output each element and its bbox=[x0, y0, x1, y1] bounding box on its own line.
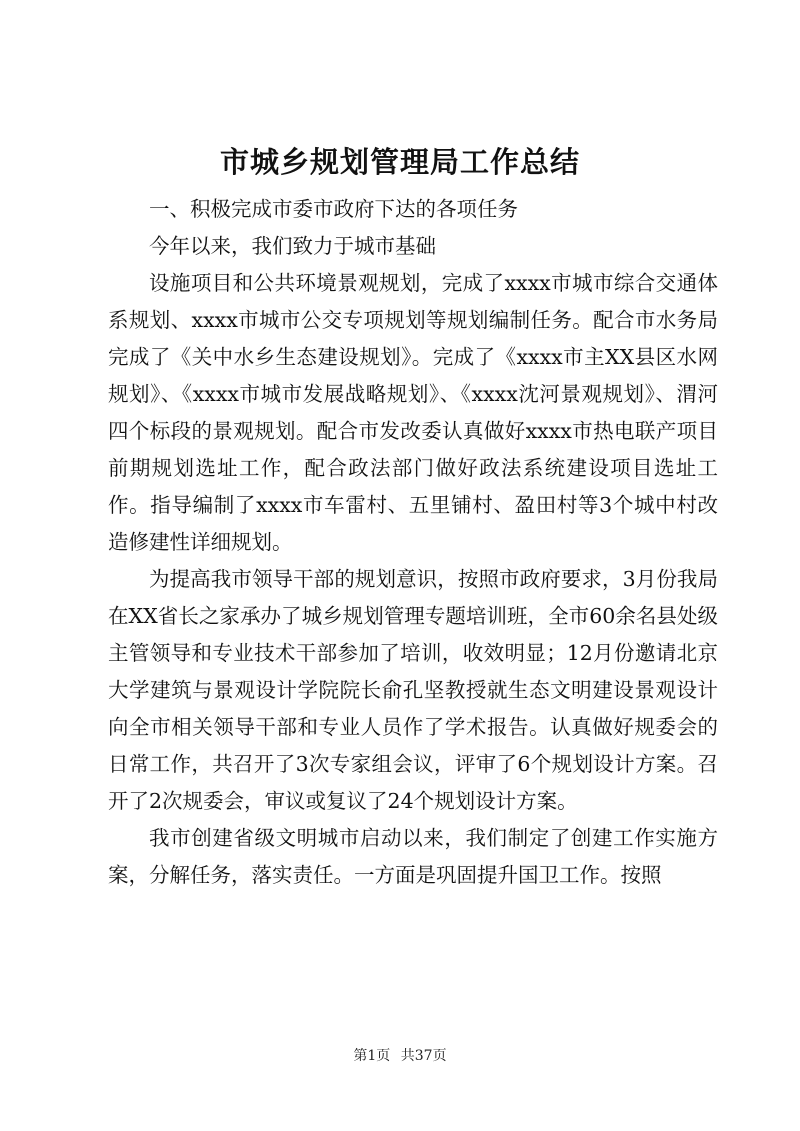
page-total: 共37页 bbox=[400, 1048, 447, 1064]
paragraph: 设施项目和公共环境景观规划，完成了xxxx市城市综合交通体系规划、xxxx市城市公交专项规划等规划编制任务。配合市水务局完成了《关中水乡生态建设规划》。完成了《xxxx市主XX县区水网规划》、《xxxx市城市发展战略规划》、《xxxx沈河景观规划》、渭河四个标段的景观规划。配合市发改委认真做好xxxx市热电联产项目前期规划选址工作，配合政法部门做好政法系统建设项目选址工作。指导编制了xxxx市车雷村、五里铺村、盈田村等3个城中村改造修建性详细规划。 bbox=[108, 271, 718, 554]
document-title: 市城乡规划管理局工作总结 bbox=[219, 145, 580, 179]
page-number: 第1页 bbox=[353, 1048, 391, 1064]
document-body bbox=[108, 191, 718, 894]
paragraph: 今年以来，我们致力于城市基础 bbox=[149, 234, 436, 258]
paragraph: 为提高我市领导干部的规划意识，按照市政府要求，3月份我局在XX省长之家承办了城乡规划管理专题培训班，全市60余名县处级主管领导和专业技术干部参加了培训，收效明显；12月份邀请北京大学建筑与景观设计学院院长俞孔坚教授就生态文明建设景观设计向全市相关领导干部和专业人员作了学术报告。认真做好规委会的日常工作，共召开了3次专家组会议，评审了6个规划设计方案。召开了2次规委会，审议或复议了24个规划设计方案。 bbox=[108, 567, 718, 813]
page-footer bbox=[0, 1045, 800, 1065]
paragraph: 我市创建省级文明城市启动以来，我们制定了创建工作实施方案，分解任务，落实责任。一方面是巩固提升国卫工作。按照 bbox=[108, 826, 718, 887]
section-heading: 一、积极完成市委市政府下达的各项任务 bbox=[149, 197, 518, 221]
